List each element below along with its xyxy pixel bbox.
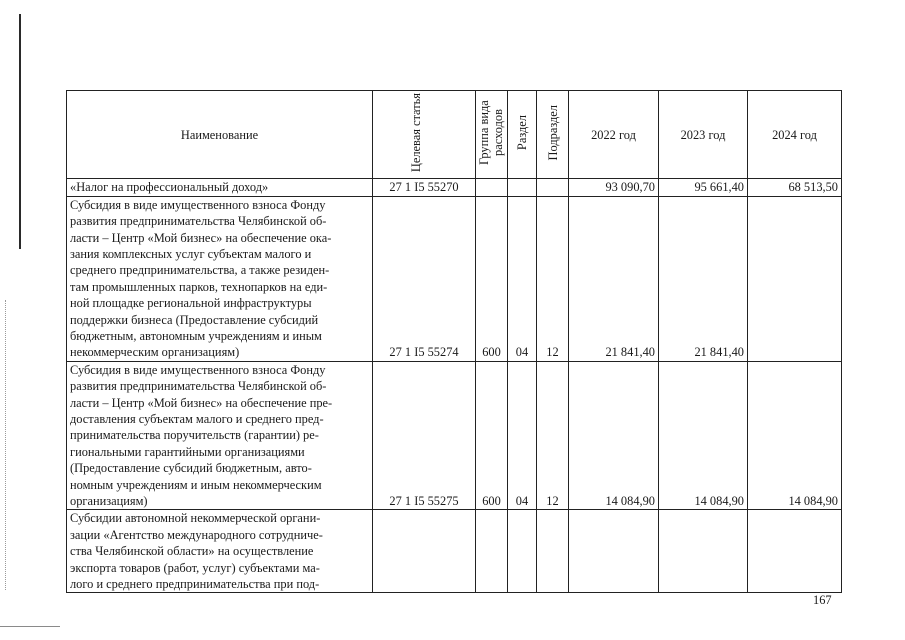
row-name: «Налог на профессиональный доход»: [67, 179, 373, 196]
row-value-2023: 95 661,40: [659, 179, 748, 196]
scan-foot-line: [0, 626, 60, 627]
header-expense-group: Группа вида расходов: [476, 91, 508, 179]
row-subsection: [537, 179, 569, 196]
row-expense-group: 600: [476, 361, 508, 510]
row-subsection: [537, 510, 569, 593]
table-row: [67, 361, 842, 510]
row-value-2024: 14 084,90: [748, 361, 842, 510]
row-value-2023: 14 084,90: [659, 361, 748, 510]
row-value-2022: [569, 510, 659, 593]
row-section: [508, 179, 537, 196]
row-target-article: 27 1 I5 55270: [373, 179, 476, 196]
header-target-article: Целевая статья: [373, 91, 476, 179]
header-name: Наименование: [67, 91, 373, 179]
row-target-article: 27 1 I5 55275: [373, 361, 476, 510]
row-expense-group: 600: [476, 196, 508, 361]
row-value-2024: 68 513,50: [748, 179, 842, 196]
row-value-2022: 93 090,70: [569, 179, 659, 196]
row-value-2024: [748, 510, 842, 593]
row-name: Субсидии автономной некоммерческой органи- зации «Агентство международного сотрудниче- ства Челябинской области» на осуществление экспорта товаров (работ, услуг) субъектами ма- лого и среднего предпринимательства при под-: [67, 510, 373, 593]
row-target-article: [373, 510, 476, 593]
row-value-2024: [748, 196, 842, 361]
row-value-2023: 21 841,40: [659, 196, 748, 361]
row-section: [508, 510, 537, 593]
table-row: [67, 196, 842, 361]
row-section: 04: [508, 196, 537, 361]
row-target-article: 27 1 I5 55274: [373, 196, 476, 361]
row-value-2022: 21 841,40: [569, 196, 659, 361]
row-subsection: 12: [537, 361, 569, 510]
row-value-2022: 14 084,90: [569, 361, 659, 510]
row-name: Субсидия в виде имущественного взноса Фонду развития предпринимательства Челябинской об- ласти – Центр «Мой бизнес» на обеспечение пре- доставления субъектам малого и среднего пред- принимательства поручительств (гарантии) ре- гиональными гарантийными организациями (Предоставление субсидий бюджетным, авто- номным учреждениям и иным некоммерческим организациям): [67, 361, 373, 510]
row-value-2023: [659, 510, 748, 593]
page-number: 167: [813, 593, 832, 607]
header-subsection: Подраздел: [537, 91, 569, 179]
table-row: [67, 179, 842, 196]
header-2023: 2023 год: [659, 91, 748, 179]
row-name: Субсидия в виде имущественного взноса Фонду развития предпринимательства Челябинской об- ласти – Центр «Мой бизнес» на обеспечение ока- зания комплексных услуг субъектам малого и среднего предпринимательства, а также резиден- там промышленных парков, технопарков на еди- ной площадке региональной инфраструктуры поддержки бизнеса (Предоставление субсидий бюджетным, автономным учреждениям и иным некоммерческим организациям): [67, 196, 373, 361]
scan-margin-line: [19, 14, 21, 249]
table-row: [67, 510, 842, 593]
header-2022: 2022 год: [569, 91, 659, 179]
header-2024: 2024 год: [748, 91, 842, 179]
scan-margin-dots: [5, 300, 7, 590]
row-expense-group: [476, 179, 508, 196]
row-section: 04: [508, 361, 537, 510]
row-expense-group: [476, 510, 508, 593]
budget-table: [66, 90, 842, 593]
header-section: Раздел: [508, 91, 537, 179]
row-subsection: 12: [537, 196, 569, 361]
table-header-row: [67, 91, 842, 179]
